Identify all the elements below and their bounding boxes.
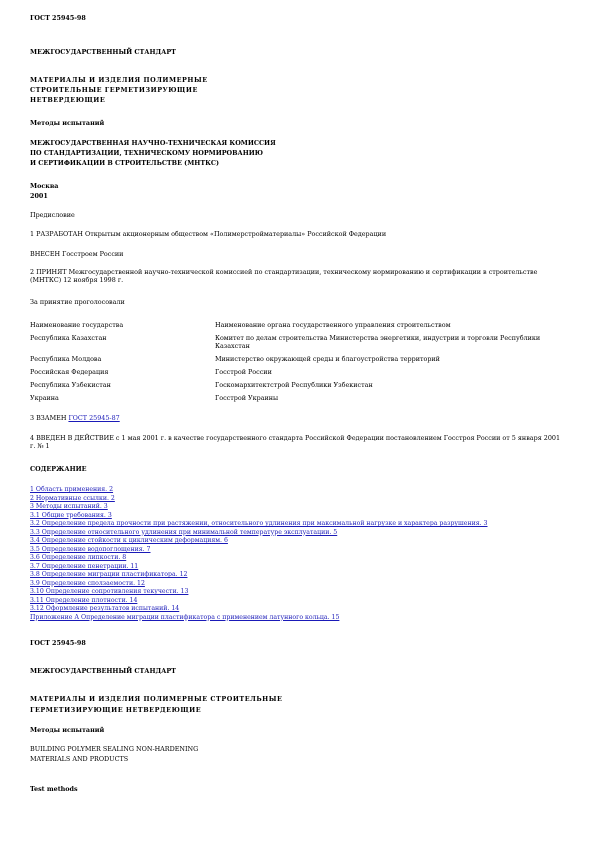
replaces-prefix: 3 ВЗАМЕН: [30, 414, 69, 422]
title-line: СТРОИТЕЛЬНЫЕ ГЕРМЕТИЗИРУЮЩИЕ: [30, 86, 198, 94]
second-doc-code: ГОСТ 25945-98: [30, 639, 86, 647]
toc-link[interactable]: 3.7 Определение пенетрации. 11: [30, 562, 139, 570]
commission-line: МЕЖГОСУДАРСТВЕННАЯ НАУЧНО-ТЕХНИЧЕСКАЯ КОМИССИЯ: [30, 139, 276, 147]
toc-link[interactable]: 3.10 Определение сопротивления текучести. 13: [30, 588, 189, 595]
second-standard-type: МЕЖГОСУДАРСТВЕННЫЙ СТАНДАРТ: [30, 667, 176, 675]
table-header-cell: Наименование государства: [30, 321, 124, 329]
commission-line: ПО СТАНДАРТИЗАЦИИ, ТЕХНИЧЕСКОМУ НОРМИРОВАНИЮ: [30, 149, 264, 157]
title-line: НЕТВЕРДЕЮЩИЕ: [30, 96, 106, 104]
foreword-item-developed: 1 РАЗРАБОТАН Открытым акционерным обществом «Полимерстройматериалы» Российской Федерации: [30, 230, 387, 238]
document-subtitle: Методы испытаний: [30, 119, 105, 127]
toc-link[interactable]: 3.8 Определение миграции пластификатора. 12: [30, 571, 188, 578]
publication-city: Москва: [30, 182, 59, 190]
english-title-line: BUILDING POLYMER SEALING NON-HARDENING: [30, 745, 199, 753]
toc-link[interactable]: 3.11 Определение плотности. 14: [30, 596, 138, 604]
effective-date-paragraph: 4 ВВЕДЕН В ДЕЙСТВИЕ с 1 мая 2001 г. в качестве государственного стандарта Российской Федерации постановлением Госстроя России от 5 января 2001 г. № 1: [30, 434, 561, 451]
foreword-item-adopted: 2 ПРИНЯТ Межгосударственной научно-технической комиссией по стандартизации, техническому нормированию и сертификации в строительстве (МНТКС) 12 ноября 1998 г.: [30, 268, 538, 285]
table-cell-country: Украина: [30, 394, 59, 402]
table-header-cell: Наименование органа государственного управления строительством: [215, 321, 451, 329]
table-cell-authority: Госстрой России: [215, 368, 272, 376]
foreword-heading: Предисловие: [30, 211, 75, 219]
toc-heading: СОДЕРЖАНИЕ: [30, 465, 87, 473]
toc-link[interactable]: 3.2 Определение предела прочности при растяжении, относительного удлинения при максимальной нагрузке и характера разрушения. 3: [30, 520, 488, 527]
commission-line: И СЕРТИФИКАЦИИ В СТРОИТЕЛЬСТВЕ (МНТКС): [30, 159, 219, 167]
table-cell-authority: Комитет по делам строительства Министерства энергетики, индустрии и торговли Республики Казахстан: [215, 334, 541, 351]
standard-type: МЕЖГОСУДАРСТВЕННЫЙ СТАНДАРТ: [30, 48, 176, 56]
table-cell-country: Республика Казахстан: [30, 334, 107, 342]
table-cell-country: Республика Узбекистан: [30, 381, 111, 389]
english-subtitle: Test methods: [30, 785, 78, 793]
toc-link[interactable]: 1 Область применения. 2: [30, 486, 114, 493]
toc-link[interactable]: 2 Нормативные ссылки. 2: [30, 494, 115, 502]
second-subtitle: Методы испытаний: [30, 726, 105, 734]
replaced-standard-link[interactable]: ГОСТ 25945-87: [68, 414, 120, 422]
foreword-item-introduced: ВНЕСЕН Госстроем России: [30, 250, 124, 258]
toc-link[interactable]: 3.1 Общие требования. 3: [30, 511, 112, 519]
toc-link[interactable]: 3.6 Определение липкости. 8: [30, 554, 127, 561]
toc-link[interactable]: 3.3 Определение относительного удлинения при минимальной температуре эксплуатации. 5: [30, 528, 338, 536]
publication-year: 2001: [30, 192, 48, 200]
toc-link[interactable]: 3.5 Определение водопоглощения. 7: [30, 545, 151, 553]
doc-code: ГОСТ 25945-98: [30, 14, 86, 22]
replaces-line: [30, 414, 120, 422]
toc-link[interactable]: 3.12 Оформление результатов испытаний. 14: [30, 605, 180, 612]
table-cell-country: Российская Федерация: [30, 368, 109, 376]
title-line: ГЕРМЕТИЗИРУЮЩИЕ НЕТВЕРДЕЮЩИЕ: [30, 706, 202, 714]
table-cell-authority: Министерство окружающей среды и благоустройства территорий: [215, 355, 440, 363]
toc-link[interactable]: Приложение А Определение миграции пластификатора с применением латунного кольца. 15: [30, 613, 340, 621]
vote-label: За принятие проголосовали: [30, 298, 125, 306]
toc-link[interactable]: 3.9 Определение сползаемости. 12: [30, 579, 145, 587]
table-cell-authority: Госстрой Украины: [215, 394, 279, 402]
title-line: МАТЕРИАЛЫ И ИЗДЕЛИЯ ПОЛИМЕРНЫЕ СТРОИТЕЛЬНЫЕ: [30, 695, 283, 703]
toc-link[interactable]: 3.4 Определение стойкости к циклическим деформациям. 6: [30, 537, 228, 544]
toc-link[interactable]: 3 Методы испытаний. 3: [30, 503, 108, 510]
title-line: МАТЕРИАЛЫ И ИЗДЕЛИЯ ПОЛИМЕРНЫЕ: [30, 76, 208, 84]
table-cell-authority: Госкомархитектстрой Республики Узбекистан: [215, 381, 373, 389]
table-cell-country: Республика Молдова: [30, 355, 102, 363]
english-title-line: MATERIALS AND PRODUCTS: [30, 755, 129, 763]
